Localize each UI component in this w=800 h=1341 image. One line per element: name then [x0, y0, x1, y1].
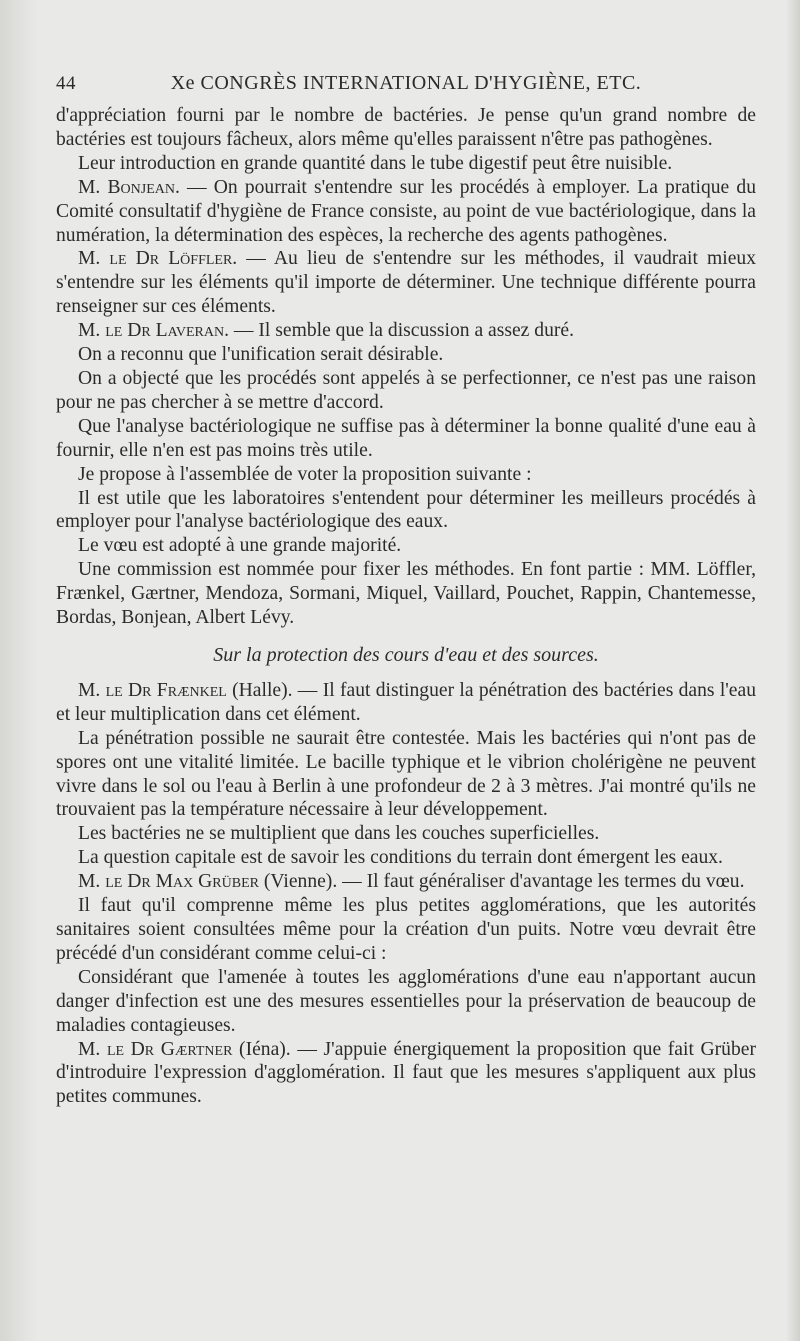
- paragraph: M. le Dr Frænkel (Halle). — Il faut distinguer la pénétration des bactéries dans l'eau et leur multiplication dans cet élément.: [56, 679, 756, 725]
- paragraph: On a reconnu que l'unification serait désirable.: [78, 344, 444, 366]
- paragraph: M. le Dr Max Grüber (Vienne). — Il faut généraliser d'avantage les termes du vœu.: [78, 871, 745, 893]
- page-number: 44: [56, 73, 76, 94]
- book-binding-shadow: [0, 0, 38, 1341]
- page-body: [56, 104, 756, 1109]
- paragraph: M. le Dr Löffler. — Au lieu de s'entendre sur les méthodes, il vaudrait mieux s'entendre sur les éléments qu'il importe de déterminer. Une technique différente pourra renseigner sur ces éléments.: [56, 248, 756, 318]
- speaker-name: M. le Dr Gærtner: [78, 1038, 233, 1060]
- paragraph: d'appréciation fourni par le nombre de bactéries. Je pense qu'un grand nombre de bactéries est toujours fâcheux, alors même qu'elles paraissent n'être pas pathogènes.: [56, 105, 756, 150]
- paragraph: M. Bonjean. — On pourrait s'entendre sur les procédés à employer. La pratique du Comité consultatif d'hygiène de France consiste, au point de vue bactériologique, dans la numération, la détermination des espèces, la recherche des agents pathogènes.: [56, 176, 756, 246]
- paragraph: La question capitale est de savoir les conditions du terrain dont émergent les eaux.: [78, 847, 723, 869]
- paragraph: Il est utile que les laboratoires s'entendent pour déterminer les meilleurs procédés à employer pour l'analyse bactériologique des eaux.: [56, 487, 756, 533]
- paragraph: Leur introduction en grande quantité dans le tube digestif peut être nuisible.: [78, 152, 673, 174]
- running-title: Xe CONGRÈS INTERNATIONAL D'HYGIÈNE, ETC.: [170, 72, 642, 94]
- section-title: Sur la protection des cours d'eau et des sources.: [213, 643, 599, 666]
- paragraph: Je propose à l'assemblée de voter la proposition suivante :: [78, 463, 532, 485]
- paragraph: Que l'analyse bactériologique ne suffise pas à déterminer la bonne qualité d'une eau à fournir, elle n'en est pas moins très utile.: [56, 415, 756, 461]
- paragraph: On a objecté que les procédés sont appelés à se perfectionner, ce n'est pas une raison pour ne pas chercher à se mettre d'accord.: [56, 367, 756, 413]
- page-edge-shadow: [786, 0, 800, 1341]
- book-page: [56, 72, 756, 1109]
- paragraph: Une commission est nommée pour fixer les méthodes. En font partie : MM. Löffler, Frænkel, Gærtner, Mendoza, Sormani, Miquel, Vaillard, Pouchet, Rappin, Chantemesse, Bordas, Bonjean, Albert Lévy.: [56, 559, 756, 629]
- speaker-name: M. le Dr Frænkel: [78, 679, 227, 701]
- speaker-name: M. Bonjean.: [78, 176, 180, 198]
- paragraph: La pénétration possible ne saurait être contestée. Mais les bactéries qui n'ont pas de spores ont une vitalité limitée. Le bacille typhique et le vibrion cholérigène ne peuvent vivre dans le sol ou l'eau à Berlin à une profondeur de 2 à 3 mètres. J'ai montré qu'ils ne trouvaient pas la température nécessaire à leur développement.: [56, 727, 756, 821]
- speaker-name: M. le Dr Laveran.: [78, 320, 230, 342]
- paragraph: Il faut qu'il comprenne même les plus petites agglomérations, que les autorités sanitaires soient consultées même pour la création d'un puits. Notre vœu devrait être précédé d'un considérant comme celui-ci :: [56, 895, 756, 964]
- speaker-name: M. le Dr Max Grüber: [78, 871, 259, 893]
- paragraph: M. le Dr Gærtner (Iéna). — J'appuie énergiquement la proposition que fait Grüber d'introduire l'expression d'agglomération. Il faut que les mesures s'appliquent aux plus petites communes.: [56, 1038, 756, 1108]
- paragraph: M. le Dr Laveran. — Il semble que la discussion a assez duré.: [78, 320, 574, 342]
- paragraph: Considérant que l'amenée à toutes les agglomérations d'une eau n'apportant aucun danger d'infection est une des mesures essentielles pour la préservation de beaucoup de maladies contagieuses.: [56, 966, 756, 1036]
- page-header: [56, 72, 756, 102]
- paragraph: Le vœu est adopté à une grande majorité.: [78, 535, 402, 557]
- paragraph: Les bactéries ne se multiplient que dans les couches superficielles.: [78, 823, 600, 845]
- speaker-name: M. le Dr Löffler.: [78, 248, 238, 270]
